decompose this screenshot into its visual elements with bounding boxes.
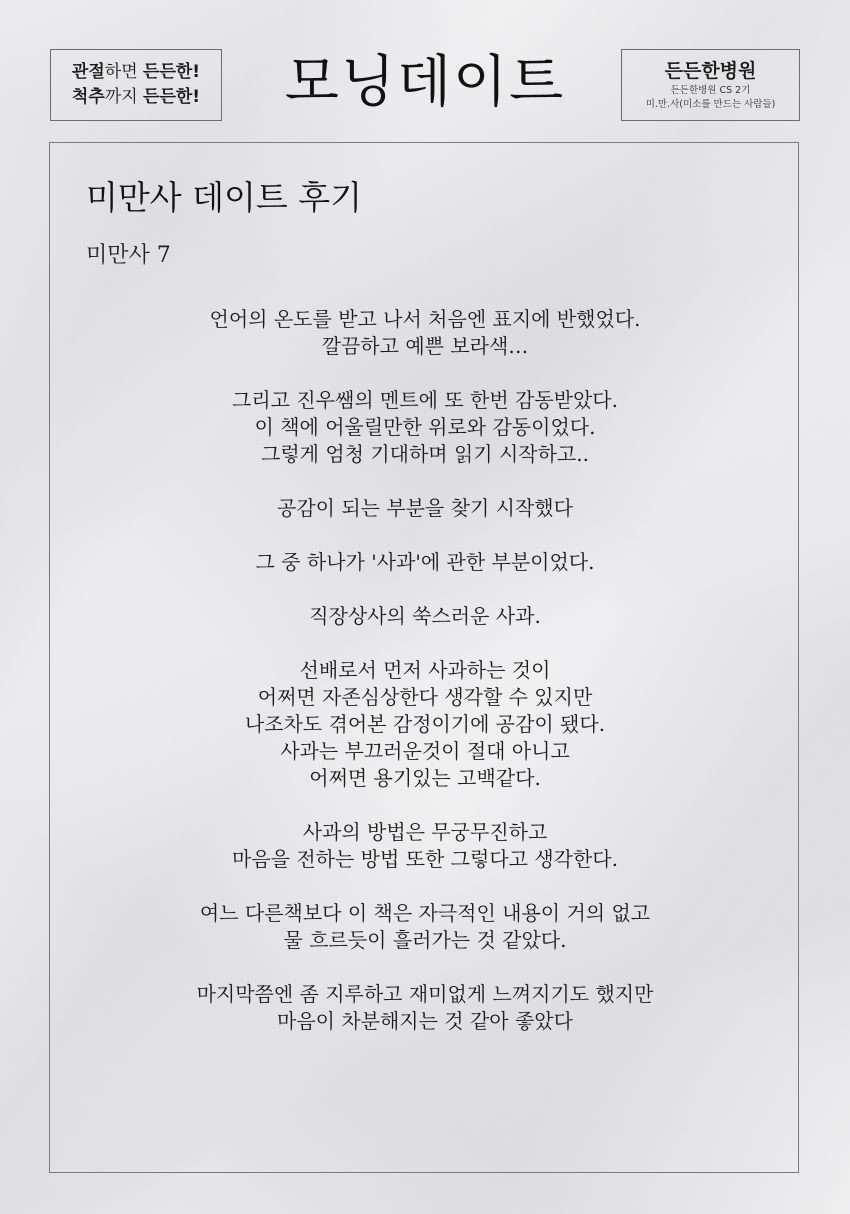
article-paragraph [50,549,800,576]
paragraph-line: 여느 다른책보다 이 책은 자극적인 내용이 거의 없고 [199,901,651,925]
slogan-text: 하면 [104,62,144,82]
masthead-title: 모닝데이트 [284,50,566,115]
paragraph-line: 그 중 하나가 '사과'에 관한 부분이었다. [255,550,595,574]
slogan-line-1 [72,60,200,85]
paragraph-line: 그리고 진우쌤의 멘트에 또 한번 감동받았다. [232,388,618,412]
paragraph-line: 사과의 방법은 무궁무진하고 [302,820,548,844]
brand-subtitle-1: 든든한병원 CS 2기 [670,85,751,96]
slogan-keyword: 관절 [71,62,105,82]
paragraph-line: 선배로서 먼저 사과하는 것이 [299,658,551,682]
slogan-text: 까지 [104,87,144,107]
paragraph-line: 공감이 되는 부분을 찾기 시작했다 [277,496,573,520]
paragraph-line: 마음을 전하는 방법 또한 그렇다고 생각한다. [232,847,618,871]
paragraph-line: 이 책에 어울릴만한 위로와 감동이었다. [254,415,596,439]
brand-name: 든든한병원 [664,60,757,82]
article-paragraph [50,819,800,873]
paragraph-line: 언어의 온도를 받고 나서 처음엔 표지에 반했었다. [209,307,641,331]
slogan-emphasis: 든든한! [143,62,201,82]
paragraph-line: 사과는 부끄러운것이 절대 아니고 [280,739,570,763]
slogan-line-2 [72,85,200,110]
article-paragraph [50,900,800,954]
article-paragraph [50,603,800,630]
slogan-badge [50,49,222,121]
paragraph-line: 나조차도 겪어본 감정이기에 공감이 됐다. [244,712,606,736]
article-author: 미만사 7 [86,243,171,268]
article-paragraph [50,495,800,522]
paragraph-line: 직장상사의 쑥스러운 사과. [309,604,541,628]
article-body [50,306,800,1062]
paragraph-line: 마지막쯤엔 좀 지루하고 재미없게 느껴지기도 했지만 [196,982,654,1006]
paragraph-line: 그렇게 엄청 기대하며 읽기 시작하고.. [261,442,589,466]
article-paragraph [50,306,800,360]
slogan-keyword: 척추 [71,87,105,107]
paragraph-line: 물 흐르듯이 흘러가는 것 같았다. [283,928,567,952]
slogan-emphasis: 든든한! [143,87,201,107]
brand-subtitle-2: 미.만.사(미소를 만드는 사람들) [645,99,776,110]
brand-badge [621,49,800,121]
article-paragraph [50,657,800,792]
paragraph-line: 어쩌면 자존심상한다 생각할 수 있지만 [257,685,593,709]
paragraph-line: 어쩌면 용기있는 고백같다. [309,766,541,790]
article-title: 미만사 데이트 후기 [86,178,363,217]
article-paragraph [50,387,800,468]
paragraph-line: 깔끔하고 예쁜 보라색… [321,334,529,358]
article-paragraph [50,981,800,1035]
paragraph-line: 마음이 차분해지는 것 같아 좋았다 [277,1009,573,1033]
